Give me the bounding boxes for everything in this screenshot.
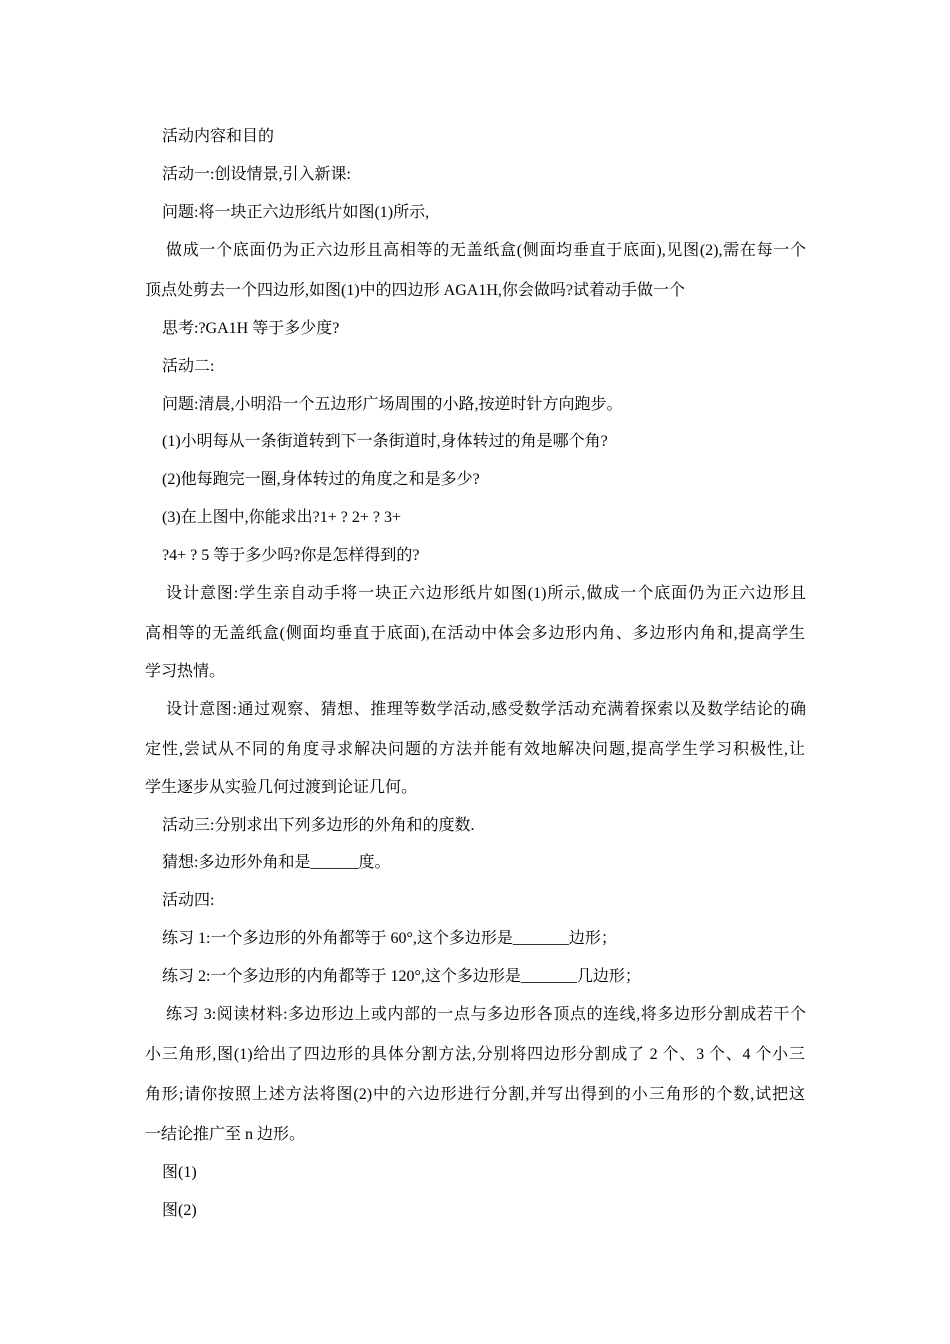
exercise-1: 练习 1:一个多边形的外角都等于 60°,这个多边形是_______边形； <box>162 930 617 947</box>
exercise-2: 练习 2:一个多边形的内角都等于 120°,这个多边形是_______几边形； <box>162 968 641 985</box>
paragraph-line: ?4+ ? 5 等于多少吗?你是怎样得到的? <box>162 547 420 564</box>
paragraph-line: 思考:?GA1H 等于多少度? <box>162 320 340 337</box>
figure-2-caption: 图(2) <box>162 1202 197 1219</box>
paragraph-line: 做成一个底面仍为正六边形且高相等的无盖纸盒(侧面均垂直于底面),见图(2),需在每一个 <box>166 242 806 259</box>
paragraph-line: 问题:清晨,小明沿一个五边形广场周围的小路,按逆时针方向跑步。 <box>162 396 623 413</box>
paragraph-line: 学习热情。 <box>145 663 226 680</box>
paragraph-line: 学生逐步从实验几何过渡到论证几何。 <box>145 779 418 796</box>
paragraph-line: 小三角形,图(1)给出了四边形的具体分割方法,分别将四边形分割成了 2 个、3 个、4 个小三 <box>145 1046 805 1063</box>
paragraph-line: (2)他每跑完一圈,身体转过的角度之和是多少? <box>162 471 480 488</box>
paragraph-line: 设计意图:通过观察、猜想、推理等数学活动,感受数学活动充满着探索以及数学结论的确 <box>166 701 806 718</box>
activity-4-heading: 活动四: <box>162 892 215 909</box>
paragraph-line: 猜想:多边形外角和是______度。 <box>162 854 391 871</box>
exercise-3: 练习 3:阅读材料:多边形边上或内部的一点与多边形各顶点的连线,将多边形分割成若干个 <box>166 1006 806 1023</box>
paragraph-line: 问题:将一块正六边形纸片如图(1)所示, <box>162 204 430 221</box>
paragraph-line: (1)小明每从一条街道转到下一条街道时,身体转过的角是哪个角? <box>162 433 608 450</box>
activity-3-heading: 活动三:分别求出下列多边形的外角和的度数. <box>162 817 475 834</box>
paragraph-line: 角形;请你按照上述方法将图(2)中的六边形进行分割,并写出得到的小三角形的个数,试把这 <box>145 1086 805 1103</box>
activity-2-heading: 活动二: <box>162 358 215 375</box>
section-heading: 活动内容和目的 <box>162 128 275 145</box>
figure-1-caption: 图(1) <box>162 1164 197 1181</box>
paragraph-line: 高相等的无盖纸盒(侧面均垂直于底面),在活动中体会多边形内角、多边形内角和,提高学生 <box>145 625 805 642</box>
paragraph-line: 一结论推广至 n 边形。 <box>145 1126 306 1143</box>
paragraph-line: 设计意图:学生亲自动手将一块正六边形纸片如图(1)所示,做成一个底面仍为正六边形且 <box>166 585 806 602</box>
paragraph-line: 定性,尝试从不同的角度寻求解决问题的方法并能有效地解决问题,提高学生学习积极性,让 <box>145 741 805 758</box>
activity-1-heading: 活动一:创设情景,引入新课: <box>162 166 351 183</box>
paragraph-line: (3)在上图中,你能求出?1+ ? 2+ ? 3+ <box>162 509 402 526</box>
paragraph-line: 顶点处剪去一个四边形,如图(1)中的四边形 AGA1H,你会做吗?试着动手做一个 <box>145 282 685 299</box>
